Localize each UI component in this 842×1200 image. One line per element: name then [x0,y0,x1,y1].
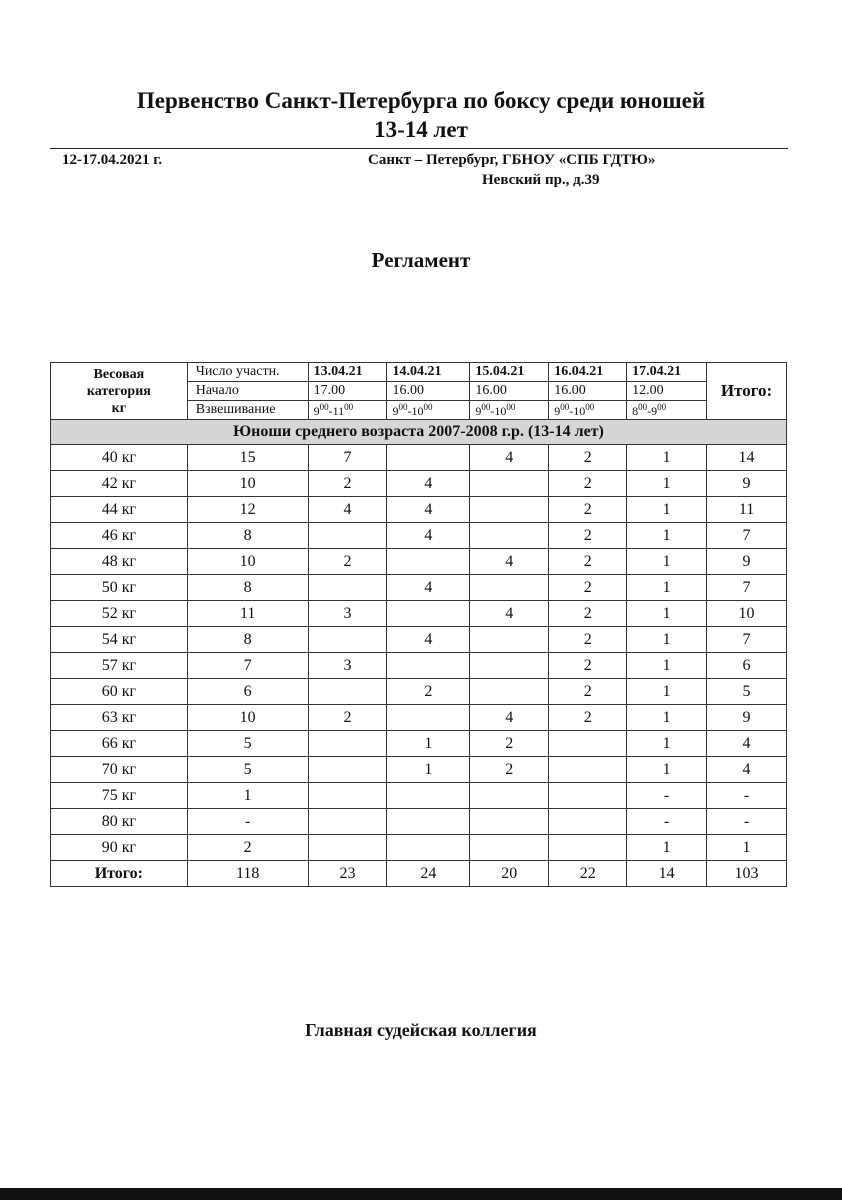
table-cell: 2 [549,497,627,523]
category-header-line: кг [111,400,127,416]
screen-bottom-bar [0,1188,842,1200]
group-title: Юноши среднего возраста 2007-2008 г.р. (13-14 лет) [51,420,787,445]
table-cell: 8 [187,575,308,601]
table-cell: 2 [549,653,627,679]
table-cell [470,783,549,809]
table-cell [387,601,470,627]
table-cell: 10 [187,705,308,731]
table-cell: - [707,809,787,835]
table-cell: 4 [470,445,549,471]
table-cell [470,679,549,705]
table-cell [308,575,387,601]
row-label: Число участн. [187,363,308,382]
table-row [51,705,787,731]
table-cell [549,731,627,757]
table-cell: 4 [470,705,549,731]
table-cell [470,471,549,497]
weigh-to-min: 00 [344,401,354,412]
table-cell: 1 [627,757,707,783]
table-cell: 10 [187,549,308,575]
total-cell: 22 [549,861,627,887]
table-cell: 2 [387,679,470,705]
weigh-from-min: 00 [319,401,329,412]
total-header: Итого: [707,363,787,420]
table-cell: 1 [627,549,707,575]
day-start-time: 16.00 [549,382,627,401]
table-cell: 5 [707,679,787,705]
header-row-participants [51,363,787,382]
table-row [51,575,787,601]
table-cell: 5 [187,731,308,757]
table-cell: 2 [308,549,387,575]
weigh-to: 10 [494,403,507,418]
header-divider [50,148,788,149]
table-cell [549,757,627,783]
table-cell: 1 [627,445,707,471]
weigh-from: 9 [475,403,482,418]
weigh-to-min: 00 [585,401,595,412]
table-cell: 1 [707,835,787,861]
table-cell: 1 [627,627,707,653]
table-cell: 3 [308,601,387,627]
table-cell: 4 [387,575,470,601]
weigh-to: 11 [332,403,345,418]
table-cell [470,575,549,601]
table-cell: 7 [308,445,387,471]
section-title: Регламент [371,248,471,272]
table-cell [308,627,387,653]
table-row [51,601,787,627]
table-row [51,835,787,861]
weight-category: 80 кг [51,809,188,835]
table-row [51,471,787,497]
table-row [51,523,787,549]
table-cell [308,809,387,835]
table-cell: 1 [627,575,707,601]
weight-category: 52 кг [51,601,188,627]
table-cell: 2 [549,445,627,471]
table-cell [387,835,470,861]
table-cell [387,705,470,731]
weight-category: 57 кг [51,653,188,679]
footer-signature: Главная судейская коллегия [305,1020,537,1040]
table-cell: 2 [308,471,387,497]
table-cell [308,783,387,809]
table-row [51,731,787,757]
table-cell [387,445,470,471]
table-cell: 1 [627,653,707,679]
table-cell: 1 [627,471,707,497]
table-cell: - [627,783,707,809]
table-cell: 9 [707,471,787,497]
weigh-to-min: 00 [657,401,667,412]
weight-category: 44 кг [51,497,188,523]
table-cell: 1 [627,601,707,627]
table-cell [470,653,549,679]
table-cell: 6 [707,653,787,679]
weight-category: 70 кг [51,757,188,783]
table-row [51,679,787,705]
row-label: Взвешивание [187,401,308,420]
table-cell: 2 [549,471,627,497]
table-cell: 1 [627,705,707,731]
table-cell [470,627,549,653]
totals-row [51,861,787,887]
weight-category: 90 кг [51,835,188,861]
total-cell: 23 [308,861,387,887]
table-cell: 2 [549,523,627,549]
day-start-time: 17.00 [308,382,387,401]
weigh-from: 9 [392,403,399,418]
table-cell [549,835,627,861]
table-cell [470,497,549,523]
table-cell [387,653,470,679]
table-cell: 4 [387,497,470,523]
table-cell: 2 [308,705,387,731]
weigh-from-min: 00 [638,401,648,412]
table-cell: 1 [627,835,707,861]
table-cell [387,549,470,575]
event-place: Санкт – Петербург, ГБНОУ «СПБ ГДТЮ» [368,152,656,168]
day-weighin-time: $9^{00}-11^{00}$ [308,401,387,420]
totals-label: Итого: [51,861,188,887]
table-cell: 1 [627,679,707,705]
table-cell: 2 [470,757,549,783]
group-row [51,420,787,445]
table-cell: 1 [627,523,707,549]
table-cell [470,809,549,835]
table-cell: 4 [470,601,549,627]
table-cell: 9 [707,705,787,731]
table-cell: 10 [707,601,787,627]
day-start-time: 16.00 [387,382,470,401]
day-weighin-time: $9^{00}-10^{00}$ [549,401,627,420]
table-cell: 1 [627,731,707,757]
weigh-from: 8 [632,403,639,418]
table-cell: 3 [308,653,387,679]
table-cell: 9 [707,549,787,575]
table-row [51,653,787,679]
table-cell: 4 [308,497,387,523]
weight-category: 46 кг [51,523,188,549]
day-weighin-time: $9^{00}-10^{00}$ [387,401,470,420]
weight-category: 54 кг [51,627,188,653]
event-address: Невский пр., д.39 [482,172,600,188]
table-cell: 8 [187,523,308,549]
weigh-to-min: 00 [423,401,433,412]
day-date: 14.04.21 [387,363,470,382]
document-subtitle: 13-14 лет [374,117,468,142]
table-cell: 2 [549,549,627,575]
table-cell [308,835,387,861]
table-cell [549,783,627,809]
weigh-from-min: 00 [560,401,570,412]
table-cell: 1 [627,497,707,523]
table-cell [308,757,387,783]
table-cell [387,809,470,835]
table-cell [308,523,387,549]
table-cell: 2 [470,731,549,757]
weight-category: 60 кг [51,679,188,705]
table-row [51,809,787,835]
category-header [51,363,188,420]
day-date: 13.04.21 [308,363,387,382]
table-cell: 2 [549,575,627,601]
table-cell: 7 [707,575,787,601]
table-row [51,757,787,783]
document-title: Первенство Санкт-Петербурга по боксу среди юношей [136,88,706,113]
table-cell: 1 [387,757,470,783]
table-cell: 2 [549,679,627,705]
weight-category: 42 кг [51,471,188,497]
weigh-from: 9 [313,403,320,418]
table-cell: 2 [549,627,627,653]
weigh-to-min: 00 [506,401,516,412]
table-cell [387,783,470,809]
weigh-from-min: 00 [398,401,408,412]
total-cell: 20 [470,861,549,887]
table-cell: 4 [387,471,470,497]
table-cell: 4 [707,731,787,757]
total-cell: 118 [187,861,308,887]
table-cell: 1 [187,783,308,809]
table-cell: 4 [470,549,549,575]
total-cell: 14 [627,861,707,887]
table-cell: 7 [187,653,308,679]
table-cell: 11 [707,497,787,523]
table-cell: 12 [187,497,308,523]
total-cell: 24 [387,861,470,887]
table-row [51,783,787,809]
weight-category: 50 кг [51,575,188,601]
table-cell: - [187,809,308,835]
table-cell: 8 [187,627,308,653]
table-cell: 4 [387,627,470,653]
table-cell: 14 [707,445,787,471]
weigh-from-min: 00 [481,401,491,412]
table-cell: 2 [187,835,308,861]
table-cell [470,835,549,861]
table-row [51,445,787,471]
table-row [51,549,787,575]
weigh-to: 9 [651,403,658,418]
event-dates: 12-17.04.2021 г. [62,152,163,168]
table-cell: 4 [387,523,470,549]
day-date: 16.04.21 [549,363,627,382]
table-cell: 5 [187,757,308,783]
table-cell: 10 [187,471,308,497]
category-header-line: категория [86,383,151,399]
table-cell: 6 [187,679,308,705]
row-label: Начало [187,382,308,401]
table-cell: 2 [549,705,627,731]
day-date: 15.04.21 [470,363,549,382]
table-cell: 15 [187,445,308,471]
table-cell [549,809,627,835]
table-cell: 7 [707,627,787,653]
table-cell: 1 [387,731,470,757]
table-cell: 2 [549,601,627,627]
table-row [51,497,787,523]
table-row [51,627,787,653]
table-cell [308,679,387,705]
table-cell: - [627,809,707,835]
day-date: 17.04.21 [627,363,707,382]
table-cell: 4 [707,757,787,783]
weight-category: 63 кг [51,705,188,731]
weigh-to: 10 [573,403,586,418]
weight-category: 75 кг [51,783,188,809]
category-header-line: Весовая [93,366,145,382]
weight-category: 48 кг [51,549,188,575]
table-cell: 11 [187,601,308,627]
day-weighin-time: $8^{00}-9^{00}$ [627,401,707,420]
weigh-to: 10 [411,403,424,418]
weigh-from: 9 [554,403,561,418]
day-weighin-time: $9^{00}-10^{00}$ [470,401,549,420]
weight-category: 40 кг [51,445,188,471]
day-start-time: 12.00 [627,382,707,401]
schedule-table [50,362,787,887]
day-start-time: 16.00 [470,382,549,401]
table-cell: 7 [707,523,787,549]
weight-category: 66 кг [51,731,188,757]
table-cell [470,523,549,549]
table-cell: - [707,783,787,809]
total-cell: 103 [707,861,787,887]
table-cell [308,731,387,757]
